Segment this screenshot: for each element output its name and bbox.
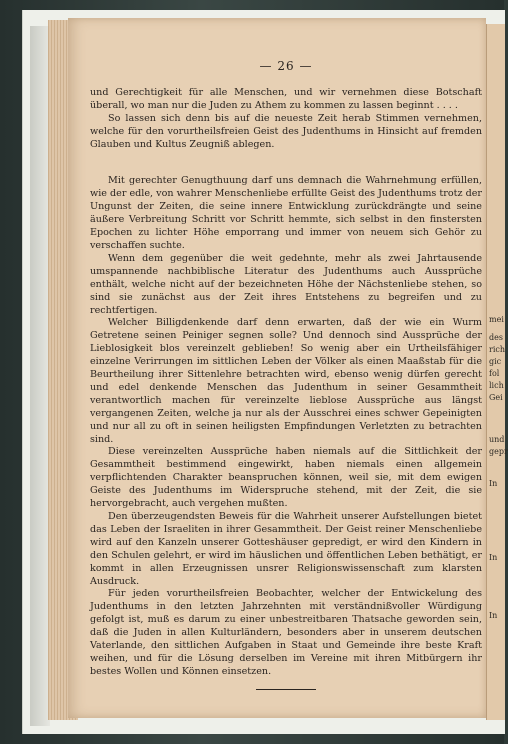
paragraph: Für jeden vorurtheilsfreien Beobachter, welcher der Entwickelung des Judenthums in den letzten Jahrzehnten mit verständnißvoller Würdigung gefolgt ist, muß es darum zu einer unbestreitbaren Thatsache geworden sein, daß die Juden in allen Kulturländern, besonders aber in unserem deutschen Vaterlande, den sittlichen Aufgaben in Staat und Gemeinde ihre beste Kraft weihen, und für die Lösung derselben im Vereine mit ihren Mitbürgern ihr bestes Wollen und Können einsetzen.	[90, 588, 482, 677]
section-gap	[90, 151, 482, 175]
page-number: — 26 —	[259, 59, 313, 73]
next-page-edge	[486, 24, 508, 720]
paragraph: und Gerechtigkeit für alle Menschen, und wir vernehmen diese Botschaft überall, wo man nur die Juden zu Athem zu kommen zu lassen beginnt . . . .	[90, 86, 482, 111]
margin-fragment: In	[489, 553, 498, 562]
margin-fragment: Gei	[489, 393, 503, 402]
margin-fragment: des	[489, 333, 503, 342]
cover-edge	[30, 26, 50, 726]
paragraph: Diese vereinzelten Aussprüche haben niemals auf die Sittlichkeit der Gesammtheit bestimmend eingewirkt, haben niemals einen allgemein verpflichtenden Charakter beanspruchen können, weil sie, mit dem ewigen Geiste des Judenthums im Widerspruche stehend, mit der Zeit, die sie hervorgebracht, auch vergehen mußten.	[90, 446, 482, 510]
paragraph: Mit gerechter Genugthuung darf uns demnach die Wahrnehmung erfüllen, wie der edle, von wahrer Menschenliebe erfüllte Geist des Judenthums trotz der Ungunst der Zeiten, die seine innere Entwicklung zurückdrängte und seine äußere Verbreitung Schritt vor Schritt hemmte, sich selbst in den finstersten Epochen zu lichter Höhe emporrang und immer von neuem sich Gehör zu verschaffen suchte.	[90, 175, 482, 251]
margin-fragment: rich	[489, 345, 506, 354]
closing-rule	[256, 689, 316, 690]
margin-fragment: gepr	[489, 447, 508, 456]
paragraph: Wenn dem gegenüber die weit gedehnte, mehr als zwei Jahrtausende umspannende nachbiblische Literatur des Judenthums auch Aussprüche enthält, welche nicht auf der bezeichneten Höhe der Nächstenliebe stehen, so sind sie zunächst aus der Zeit ihres Entstehens zu begreifen und zu rechtfertigen.	[90, 252, 482, 316]
margin-fragment: mei	[489, 315, 504, 324]
margin-fragment: In	[489, 479, 498, 488]
paragraph: So lassen sich denn bis auf die neueste Zeit herab Stimmen vernehmen, welche für den vorurtheilsfreien Geist des Judenthums in Hinsicht auf fremden Glauben und Kultus Zeugniß ablegen.	[90, 112, 482, 150]
margin-fragment: und	[489, 435, 505, 444]
margin-fragment: lich	[489, 381, 504, 390]
page-content	[90, 59, 482, 690]
margin-fragment: gic	[489, 357, 502, 366]
margin-fragment: fol	[489, 369, 500, 378]
paragraph: Den überzeugendsten Beweis für die Wahrheit unserer Aufstellungen bietet das Leben der Israeliten in ihrer Gesammtheit. Der Geist reiner Menschenliebe wird auf den Kanzeln unserer Gotteshäuser gepredigt, er wird den Kindern in den Schulen gelehrt, er wird im häuslichen und öffentlichen Leben bethätigt, er kommt in allen Erzeugnissen unsrer Religionswissenschaft zum klarsten Ausdruck.	[90, 511, 482, 587]
margin-fragment: In	[489, 611, 498, 620]
paragraph: Welcher Billigdenkende darf denn erwarten, daß der wie ein Wurm Getretene seinen Peiniger segnen solle? Und dennoch sind Aussprüche der Lieblosigkeit blos vereinzelt geblieben! So wenig aber ein Urtheilsfähiger einzelne Verirrungen im sittlichen Leben der Völker als einen Maaßstab für die Beurtheilung ihrer Sittenlehre betrachten wird, ebenso wenig dürfen gerecht und edel denkende Menschen das Judenthum in seiner Gesammtheit verantwortlich machen für vereinzelte lieblose Aussprüche aus längst vergangenen Zeiten, welche ja nur als der Ausschrei eines schwer Gepeinigten und nur all zu oft in seinen heiligsten Empfindungen Verletzten zu betrachten sind.	[90, 317, 482, 445]
